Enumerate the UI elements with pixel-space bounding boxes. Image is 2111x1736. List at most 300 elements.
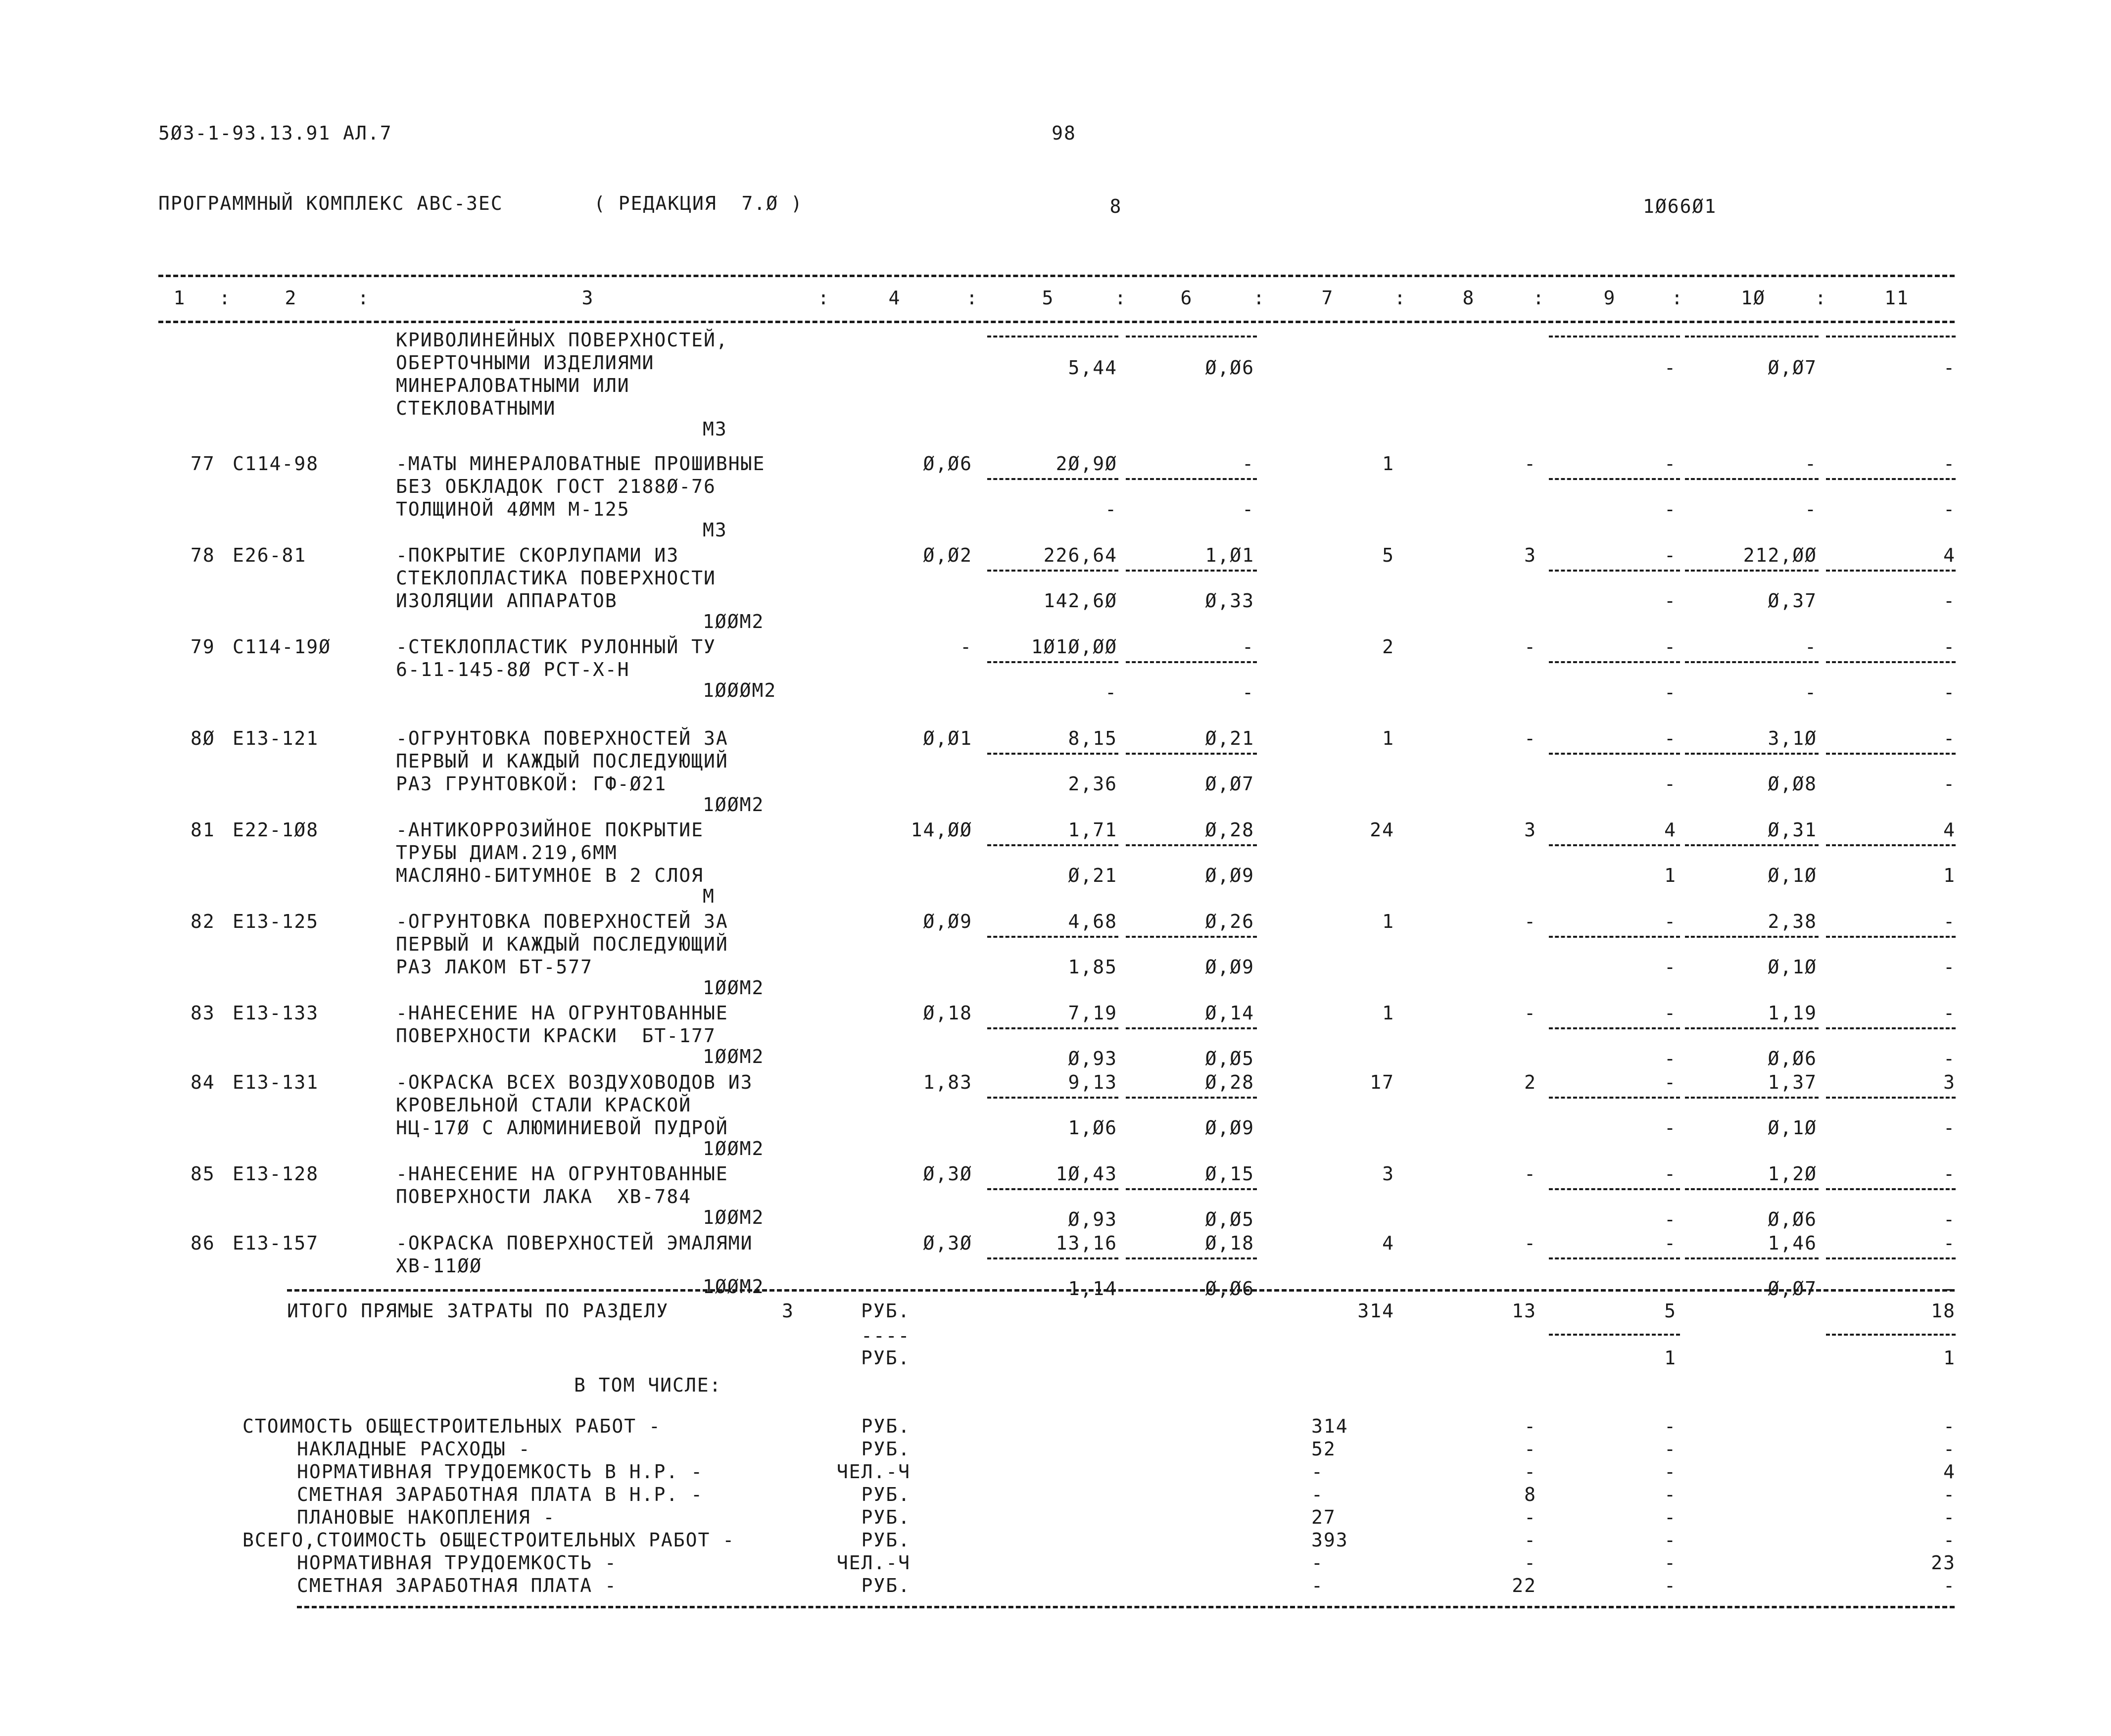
- row-machine-wages: -: [1242, 681, 1254, 703]
- row-divider-c9: [1549, 661, 1680, 663]
- row-labor-total: -: [1943, 453, 1956, 475]
- row-description-line: ТОЛЩИНОЙ 4ØММ М-125: [396, 498, 630, 520]
- row-labor: 1,46: [1768, 1232, 1817, 1254]
- row-labor-total-sub: -: [1943, 1278, 1956, 1300]
- table-top-rule: [158, 275, 1955, 277]
- summary-wages: -: [1664, 1415, 1677, 1437]
- row-wages-total: 4: [1664, 819, 1677, 841]
- row-description-line: СТЕКЛОВАТНЫМИ: [396, 397, 556, 419]
- row-divider-c11: [1826, 1097, 1956, 1099]
- row-divider-c9: [1549, 478, 1680, 480]
- row-total: 17: [1370, 1071, 1394, 1093]
- column-header-3: 3: [581, 287, 594, 309]
- row-machine-wages: -: [1242, 498, 1254, 520]
- row-machine-total: 3: [1524, 819, 1536, 841]
- row-wages-total: -: [1664, 544, 1677, 566]
- row-divider-c10: [1685, 478, 1819, 480]
- summary-machine: -: [1524, 1529, 1536, 1551]
- row-divider-c5: [987, 936, 1118, 938]
- summary-unit: РУБ.: [861, 1529, 911, 1551]
- document-code: 1Ø66Ø1: [1643, 195, 1717, 217]
- row-description-line: -НАНЕСЕНИЕ НА ОГРУНТОВАННЫЕ: [396, 1002, 728, 1024]
- row-divider-c11: [1826, 336, 1956, 338]
- row-quantity: Ø,Ø9: [923, 911, 972, 932]
- row-number: 79: [191, 636, 215, 658]
- row-description-line: ИЗОЛЯЦИИ АППАРАТОВ: [396, 590, 618, 612]
- row-labor-sub: Ø,Ø6: [1768, 1208, 1817, 1230]
- row-labor: 1,19: [1768, 1002, 1817, 1024]
- row-wages-sub: -: [1664, 1048, 1677, 1069]
- summary-machine: 22: [1512, 1575, 1536, 1596]
- summary-value: 314: [1311, 1415, 1348, 1437]
- program-name: ПРОГРАММНЫЙ КОМПЛЕКС АВС-3ЕС: [158, 193, 503, 214]
- row-description-line: -АНТИКОРРОЗИЙНОЕ ПОКРЫТИЕ: [396, 819, 704, 841]
- row-description-line: БЕЗ ОБКЛАДОК ГОСТ 2188Ø-76: [396, 476, 716, 497]
- row-number: 82: [191, 911, 215, 932]
- summary-wages: -: [1664, 1484, 1677, 1505]
- row-machine-total: -: [1524, 911, 1536, 932]
- row-unit: 1ØØМ2: [703, 794, 765, 816]
- row-machine-total: -: [1524, 636, 1536, 658]
- row-unit-price-wages: 1,Ø6: [1068, 1117, 1117, 1139]
- summary-label: НАКЛАДНЫЕ РАСХОДЫ -: [297, 1438, 531, 1460]
- summary-label: СМЕТНАЯ ЗАРАБОТНАЯ ПЛАТА В Н.Р. -: [297, 1484, 703, 1505]
- row-number: 77: [191, 453, 215, 475]
- summary-machine: -: [1524, 1506, 1536, 1528]
- row-unit-price-wages: Ø,21: [1068, 865, 1117, 886]
- totals-wages: 5: [1664, 1300, 1677, 1322]
- row-divider-c10: [1685, 936, 1819, 938]
- row-labor-sub: Ø,Ø8: [1768, 773, 1817, 795]
- row-divider-c10: [1685, 1257, 1819, 1259]
- row-divider-c10: [1685, 336, 1819, 338]
- totals-machine: 13: [1512, 1300, 1536, 1322]
- summary-label: СМЕТНАЯ ЗАРАБОТНАЯ ПЛАТА -: [297, 1575, 617, 1596]
- row-machine-wages: Ø,Ø6: [1205, 357, 1254, 379]
- row-labor-sub: Ø,1Ø: [1768, 956, 1817, 978]
- row-wages-sub: -: [1664, 590, 1677, 612]
- row-labor-total: -: [1943, 1163, 1956, 1185]
- summary-machine: -: [1524, 1461, 1536, 1483]
- row-total: 3: [1382, 1163, 1394, 1185]
- row-labor-total-sub: -: [1943, 1208, 1956, 1230]
- row-code: С114-98: [233, 453, 319, 475]
- row-unit: М3: [703, 418, 727, 440]
- row-unit-price-wages: 1,85: [1068, 956, 1117, 978]
- row-divider-c6: [1126, 661, 1257, 663]
- summary-machine: 8: [1524, 1484, 1536, 1505]
- row-description-line: ТРУБЫ ДИАМ.219,6ММ: [396, 842, 618, 864]
- row-unit-price: 1Ø,43: [1056, 1163, 1117, 1185]
- row-unit: 1ØØМ2: [703, 1206, 765, 1228]
- row-machine-wages: Ø,Ø9: [1205, 865, 1254, 886]
- summary-machine: -: [1524, 1415, 1536, 1437]
- row-unit: М3: [703, 519, 727, 541]
- row-labor-total: -: [1943, 1232, 1956, 1254]
- row-divider-c10: [1685, 661, 1819, 663]
- row-labor-total-sub: -: [1943, 681, 1956, 703]
- row-quantity: 14,ØØ: [911, 819, 972, 841]
- totals-dash-mark: ----: [861, 1325, 911, 1347]
- row-wages-sub: -: [1664, 1117, 1677, 1139]
- row-labor-total: -: [1943, 911, 1956, 932]
- row-description-line: -ПОКРЫТИЕ СКОРЛУПАМИ ИЗ: [396, 544, 679, 566]
- row-quantity: Ø,3Ø: [923, 1163, 972, 1185]
- row-machine-total: -: [1524, 1002, 1536, 1024]
- row-total: 1: [1382, 453, 1394, 475]
- row-description-line: ОБЕРТОЧНЫМИ ИЗДЕЛИЯМИ: [396, 352, 655, 374]
- row-unit-price-wages: 2,36: [1068, 773, 1117, 795]
- row-total: 4: [1382, 1232, 1394, 1254]
- row-labor-sub: Ø,Ø7: [1768, 1278, 1817, 1300]
- row-divider-c11: [1826, 1188, 1956, 1190]
- row-divider-c5: [987, 1027, 1118, 1029]
- row-machine-cost: Ø,18: [1205, 1232, 1254, 1254]
- row-code: Е26-81: [233, 544, 307, 566]
- row-divider-c6: [1126, 336, 1257, 338]
- column-header-10: 1Ø: [1741, 287, 1766, 309]
- row-labor-total-sub: -: [1943, 956, 1956, 978]
- row-divider-c11: [1826, 478, 1956, 480]
- row-wages-sub: -: [1664, 956, 1677, 978]
- row-labor-total-sub: -: [1943, 498, 1956, 520]
- summary-labor: -: [1943, 1415, 1956, 1437]
- column-header-2: 2: [285, 287, 297, 309]
- row-divider-c6: [1126, 936, 1257, 938]
- row-description-line: МИНЕРАЛОВАТНЫМИ ИЛИ: [396, 375, 630, 396]
- column-separator: :: [1671, 287, 1684, 309]
- summary-unit: РУБ.: [861, 1506, 911, 1528]
- row-unit-price-wages: -: [1105, 498, 1117, 520]
- row-machine-cost: Ø,15: [1205, 1163, 1254, 1185]
- row-unit-price: 13,16: [1056, 1232, 1117, 1254]
- row-unit-price: 7,19: [1068, 1002, 1117, 1024]
- row-machine-cost: Ø,28: [1205, 819, 1254, 841]
- summary-machine: -: [1524, 1552, 1536, 1574]
- summary-labor: 4: [1943, 1461, 1956, 1483]
- row-labor: -: [1805, 636, 1817, 658]
- row-unit-price: 1Ø1Ø,ØØ: [1031, 636, 1117, 658]
- row-wages-total: -: [1664, 1002, 1677, 1024]
- row-machine-cost: Ø,21: [1205, 727, 1254, 749]
- row-labor-total-sub: 1: [1943, 865, 1956, 886]
- row-labor-total: -: [1943, 1002, 1956, 1024]
- summary-unit: РУБ.: [861, 1438, 911, 1460]
- summary-labor: -: [1943, 1484, 1956, 1505]
- column-header-5: 5: [1042, 287, 1055, 309]
- summary-wages: -: [1664, 1575, 1677, 1596]
- row-quantity: -: [960, 636, 972, 658]
- row-description-line: -ОКРАСКА ПОВЕРХНОСТЕЙ ЭМАЛЯМИ: [396, 1232, 753, 1254]
- row-wages-sub: 1: [1664, 865, 1677, 886]
- summary-value: -: [1311, 1484, 1324, 1505]
- row-divider-c9: [1549, 1188, 1680, 1190]
- summary-unit: ЧЕЛ.-Ч: [836, 1461, 911, 1483]
- row-labor: 1,2Ø: [1768, 1163, 1817, 1185]
- summary-wages: -: [1664, 1506, 1677, 1528]
- row-wages-sub: -: [1664, 1208, 1677, 1230]
- row-wages-sub: -: [1664, 681, 1677, 703]
- summary-labor: 23: [1931, 1552, 1956, 1574]
- row-number: 85: [191, 1163, 215, 1185]
- summary-wages: -: [1664, 1461, 1677, 1483]
- row-code: Е13-157: [233, 1232, 319, 1254]
- row-divider-c9: [1549, 1257, 1680, 1259]
- row-labor-sub: Ø,37: [1768, 590, 1817, 612]
- row-description-line: -СТЕКЛОПЛАСТИК РУЛОННЫЙ ТУ: [396, 636, 716, 658]
- row-description-line: НЦ-17Ø С АЛЮМИНИЕВОЙ ПУДРОЙ: [396, 1117, 728, 1139]
- column-separator: :: [357, 287, 370, 309]
- row-labor-sub: -: [1805, 681, 1817, 703]
- summary-value: -: [1311, 1552, 1324, 1574]
- row-machine-cost: 1,Ø1: [1205, 544, 1254, 566]
- row-description-line: КРИВОЛИНЕЙНЫХ ПОВЕРХНОСТЕЙ,: [396, 329, 728, 351]
- row-machine-total: -: [1524, 1232, 1536, 1254]
- row-divider-c5: [987, 1097, 1118, 1099]
- row-divider-c10: [1685, 844, 1819, 846]
- column-header-9: 9: [1603, 287, 1616, 309]
- row-unit: 1ØØМ2: [703, 977, 765, 999]
- row-machine-cost: Ø,28: [1205, 1071, 1254, 1093]
- row-divider-c5: [987, 336, 1118, 338]
- row-machine-wages: Ø,Ø7: [1205, 773, 1254, 795]
- column-header-8: 8: [1462, 287, 1475, 309]
- row-code: С114-19Ø: [233, 636, 332, 658]
- row-machine-cost: -: [1242, 636, 1254, 658]
- row-divider-c10: [1685, 1188, 1819, 1190]
- row-labor-total-sub: -: [1943, 773, 1956, 795]
- summary-value: -: [1311, 1575, 1324, 1596]
- row-labor-total: 3: [1943, 1071, 1956, 1093]
- row-divider-c10: [1685, 1027, 1819, 1029]
- totals-divider-c11: [1826, 1334, 1956, 1336]
- row-wages-total: -: [1664, 1163, 1677, 1185]
- row-description-line: -НАНЕСЕНИЕ НА ОГРУНТОВАННЫЕ: [396, 1163, 728, 1185]
- summary-value: 393: [1311, 1529, 1348, 1551]
- row-description-line: -МАТЫ МИНЕРАЛОВАТНЫЕ ПРОШИВНЫЕ: [396, 453, 766, 475]
- summary-unit: ЧЕЛ.-Ч: [836, 1552, 911, 1574]
- row-wages-sub: -: [1664, 498, 1677, 520]
- row-divider-c9: [1549, 753, 1680, 755]
- row-code: Е13-133: [233, 1002, 319, 1024]
- row-divider-c11: [1826, 936, 1956, 938]
- totals-unit-wages: РУБ.: [861, 1347, 911, 1369]
- row-unit-price: 4,68: [1068, 911, 1117, 932]
- column-separator: :: [219, 287, 232, 309]
- row-code: Е13-131: [233, 1071, 319, 1093]
- row-divider-c11: [1826, 844, 1956, 846]
- row-description-line: ПОВЕРХНОСТИ ЛАКА ХВ-784: [396, 1186, 692, 1207]
- row-number: 78: [191, 544, 215, 566]
- row-divider-c11: [1826, 1257, 1956, 1259]
- row-number: 83: [191, 1002, 215, 1024]
- row-labor-total: -: [1943, 727, 1956, 749]
- summary-bottom-rule: [297, 1606, 1955, 1608]
- row-description-line: РАЗ ЛАКОМ БТ-577: [396, 956, 593, 978]
- page-number: 98: [1052, 122, 1076, 144]
- row-divider-c11: [1826, 753, 1956, 755]
- row-unit-price-wages: Ø,93: [1068, 1208, 1117, 1230]
- row-description-line: РАЗ ГРУНТОВКОЙ: ГФ-Ø21: [396, 773, 667, 795]
- row-labor-total: 4: [1943, 819, 1956, 841]
- row-machine-wages: Ø,33: [1205, 590, 1254, 612]
- row-divider-c9: [1549, 844, 1680, 846]
- row-divider-c10: [1685, 570, 1819, 572]
- row-divider-c5: [987, 844, 1118, 846]
- row-labor-total: 4: [1943, 544, 1956, 566]
- row-description-line: КРОВЕЛЬНОЙ СТАЛИ КРАСКОЙ: [396, 1094, 692, 1116]
- row-code: Е13-128: [233, 1163, 319, 1185]
- summary-wages: -: [1664, 1529, 1677, 1551]
- row-labor-total-sub: -: [1943, 1117, 1956, 1139]
- row-labor-sub: Ø,Ø7: [1768, 357, 1817, 379]
- summary-labor: -: [1943, 1438, 1956, 1460]
- row-code: Е13-121: [233, 727, 319, 749]
- row-machine-total: -: [1524, 727, 1536, 749]
- row-machine-total: -: [1524, 1163, 1536, 1185]
- row-labor-sub: Ø,Ø6: [1768, 1048, 1817, 1069]
- row-divider-c6: [1126, 1188, 1257, 1190]
- row-machine-cost: Ø,14: [1205, 1002, 1254, 1024]
- totals-unit: РУБ.: [861, 1300, 911, 1322]
- summary-machine: -: [1524, 1438, 1536, 1460]
- row-divider-c6: [1126, 478, 1257, 480]
- including-label: В ТОМ ЧИСЛЕ:: [574, 1374, 722, 1396]
- row-machine-wages: Ø,Ø9: [1205, 1117, 1254, 1139]
- summary-value: -: [1311, 1461, 1324, 1483]
- row-wages-total: -: [1664, 1071, 1677, 1093]
- row-wages-sub: -: [1664, 357, 1677, 379]
- row-unit: М: [703, 885, 715, 907]
- column-separator: :: [966, 287, 979, 309]
- row-description-line: СТЕКЛОПЛАСТИКА ПОВЕРХНОСТИ: [396, 567, 716, 589]
- row-unit: 1ØØМ2: [703, 1138, 765, 1159]
- row-divider-c5: [987, 1257, 1118, 1259]
- totals-labor: 18: [1931, 1300, 1956, 1322]
- row-labor: 1,37: [1768, 1071, 1817, 1093]
- row-machine-total: -: [1524, 453, 1536, 475]
- summary-label: ПЛАНОВЫЕ НАКОПЛЕНИЯ -: [297, 1506, 556, 1528]
- row-quantity: Ø,18: [923, 1002, 972, 1024]
- row-divider-c6: [1126, 753, 1257, 755]
- column-header-6: 6: [1180, 287, 1193, 309]
- row-description-line: -ОГРУНТОВКА ПОВЕРХНОСТЕЙ ЗА: [396, 727, 728, 749]
- totals-labor-sub: 1: [1943, 1347, 1956, 1369]
- row-total: 1: [1382, 911, 1394, 932]
- summary-label: НОРМАТИВНАЯ ТРУДОЕМКОСТЬ -: [297, 1552, 617, 1574]
- row-machine-cost: Ø,26: [1205, 911, 1254, 932]
- section-number: 8: [1109, 195, 1122, 217]
- summary-unit: РУБ.: [861, 1415, 911, 1437]
- row-divider-c6: [1126, 1027, 1257, 1029]
- row-divider-c10: [1685, 753, 1819, 755]
- row-unit-price: 8,15: [1068, 727, 1117, 749]
- row-divider-c6: [1126, 1097, 1257, 1099]
- column-header-1: 1: [173, 287, 186, 309]
- summary-unit: РУБ.: [861, 1575, 911, 1596]
- row-unit: 1ØØМ2: [703, 1046, 765, 1067]
- row-machine-total: 3: [1524, 544, 1536, 566]
- column-header-7: 7: [1321, 287, 1334, 309]
- row-total: 2: [1382, 636, 1394, 658]
- row-divider-c10: [1685, 1097, 1819, 1099]
- summary-value: 27: [1311, 1506, 1336, 1528]
- row-divider-c5: [987, 753, 1118, 755]
- totals-wages-sub: 1: [1664, 1347, 1677, 1369]
- row-wages-total: -: [1664, 911, 1677, 932]
- row-unit: 1ØØØМ2: [703, 679, 777, 701]
- row-quantity: Ø,3Ø: [923, 1232, 972, 1254]
- row-divider-c5: [987, 1188, 1118, 1190]
- row-labor: 2,38: [1768, 911, 1817, 932]
- row-machine-total: 2: [1524, 1071, 1536, 1093]
- row-quantity: Ø,Ø6: [923, 453, 972, 475]
- column-header-11: 11: [1884, 287, 1909, 309]
- row-labor: 3,1Ø: [1768, 727, 1817, 749]
- row-labor: -: [1805, 453, 1817, 475]
- row-unit-price-wages: 142,6Ø: [1043, 590, 1117, 612]
- row-divider-c6: [1126, 570, 1257, 572]
- row-labor-total: -: [1943, 636, 1956, 658]
- row-quantity: Ø,Ø1: [923, 727, 972, 749]
- column-separator: :: [1394, 287, 1407, 309]
- totals-divider-c9: [1549, 1334, 1680, 1336]
- totals-top-rule: [287, 1289, 1955, 1292]
- row-wages-total: -: [1664, 1232, 1677, 1254]
- column-separator: :: [1533, 287, 1545, 309]
- row-machine-wages: Ø,Ø5: [1205, 1048, 1254, 1069]
- row-code: Е22-1Ø8: [233, 819, 319, 841]
- row-unit: 1ØØМ2: [703, 1276, 765, 1298]
- row-wages-total: -: [1664, 727, 1677, 749]
- column-separator: :: [817, 287, 830, 309]
- row-unit-price-wages: 1,14: [1068, 1278, 1117, 1300]
- summary-label: СТОИМОСТЬ ОБЩЕСТРОИТЕЛЬНЫХ РАБОТ -: [242, 1415, 661, 1437]
- summary-labor: -: [1943, 1575, 1956, 1596]
- row-quantity: Ø,Ø2: [923, 544, 972, 566]
- row-wages-sub: -: [1664, 1278, 1677, 1300]
- totals-total: 314: [1357, 1300, 1394, 1322]
- row-labor-total-sub: -: [1943, 357, 1956, 379]
- row-divider-c6: [1126, 844, 1257, 846]
- program-edition: ( РЕДАКЦИЯ 7.Ø ): [594, 193, 803, 214]
- row-unit-price-wages: 5,44: [1068, 357, 1117, 379]
- table-header-rule: [158, 321, 1955, 323]
- row-labor-sub: Ø,1Ø: [1768, 1117, 1817, 1139]
- row-unit: 1ØØМ2: [703, 611, 765, 632]
- summary-wages: -: [1664, 1552, 1677, 1574]
- row-divider-c9: [1549, 1097, 1680, 1099]
- doc-code: 5Ø3-1-93.13.91 АЛ.7: [158, 122, 392, 144]
- row-divider-c11: [1826, 570, 1956, 572]
- row-total: 5: [1382, 544, 1394, 566]
- row-machine-wages: Ø,Ø5: [1205, 1208, 1254, 1230]
- row-number: 8Ø: [191, 727, 215, 749]
- row-description-line: -ОКРАСКА ВСЕХ ВОЗДУХОВОДОВ ИЗ: [396, 1071, 753, 1093]
- row-code: Е13-125: [233, 911, 319, 932]
- row-divider-c9: [1549, 570, 1680, 572]
- row-labor-sub: Ø,1Ø: [1768, 865, 1817, 886]
- row-wages-total: -: [1664, 453, 1677, 475]
- row-description-line: -ОГРУНТОВКА ПОВЕРХНОСТЕЙ ЗА: [396, 911, 728, 932]
- row-wages-total: -: [1664, 636, 1677, 658]
- row-divider-c9: [1549, 936, 1680, 938]
- row-description-line: ПОВЕРХНОСТИ КРАСКИ БТ-177: [396, 1025, 716, 1047]
- row-unit-price-wages: -: [1105, 681, 1117, 703]
- row-wages-sub: -: [1664, 773, 1677, 795]
- summary-unit: РУБ.: [861, 1484, 911, 1505]
- row-number: 81: [191, 819, 215, 841]
